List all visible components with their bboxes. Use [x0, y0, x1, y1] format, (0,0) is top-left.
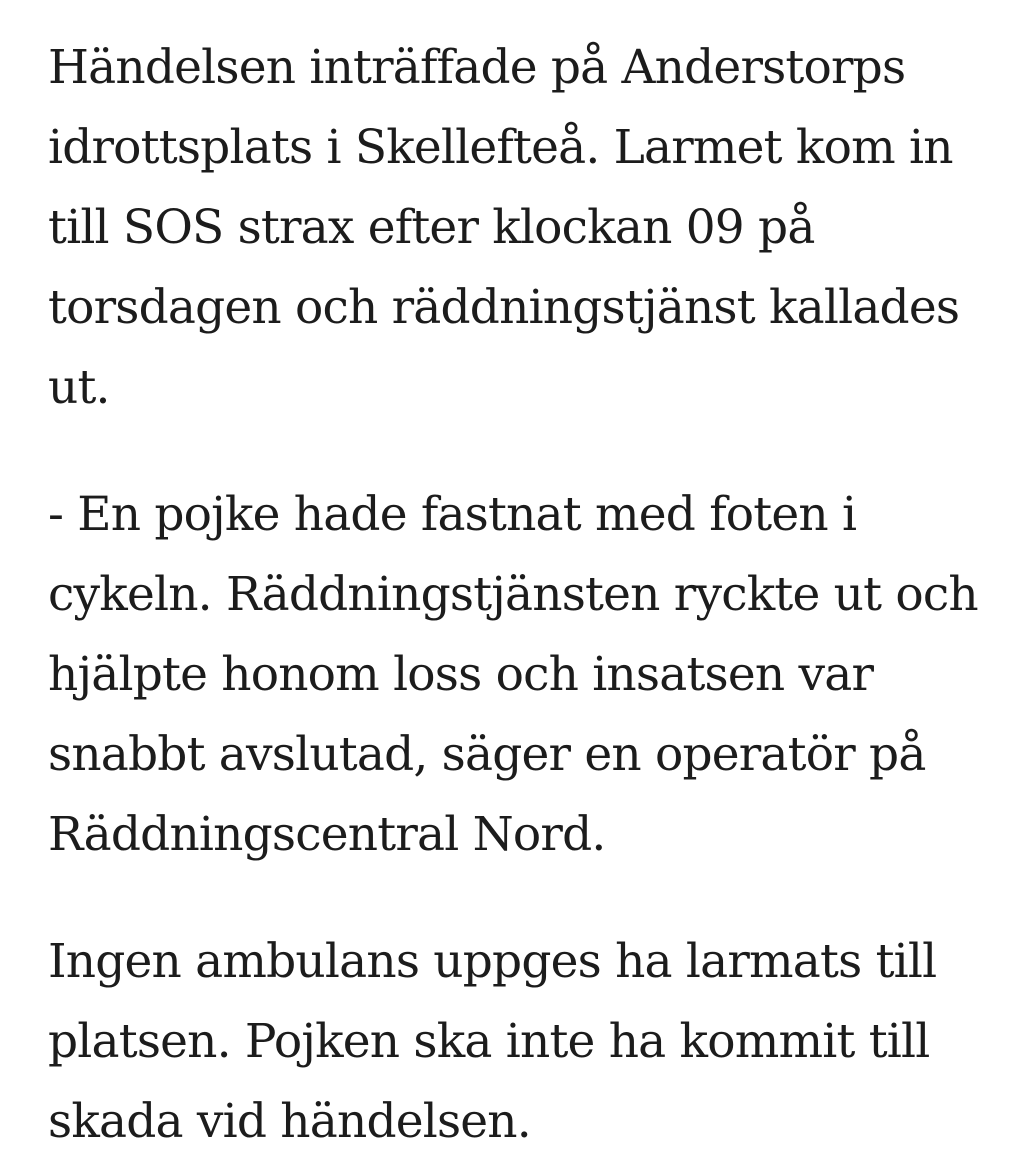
- paragraph-line: platsen. Pojken ska inte ha kommit till: [48, 1014, 930, 1069]
- paragraph-line: skada vid händelsen.: [48, 1094, 531, 1149]
- paragraph-line: hjälpte honom loss och insatsen var: [48, 647, 874, 702]
- paragraph-line: Händelsen inträffade på Anderstorps: [48, 40, 906, 95]
- paragraph-line: Räddningscentral Nord.: [48, 807, 606, 862]
- paragraph-line: Ingen ambulans uppges ha larmats till: [48, 934, 937, 989]
- paragraph-line: idrottsplats i Skellefteå. Larmet kom in: [48, 120, 953, 175]
- paragraph-line: ut.: [48, 360, 110, 415]
- paragraph-2: [48, 475, 1018, 875]
- paragraph-line: till SOS strax efter klockan 09 på: [48, 200, 815, 255]
- paragraph-line: - En pojke hade fastnat med foten i: [48, 487, 857, 542]
- paragraph-line: snabbt avslutad, säger en operatör på: [48, 727, 926, 782]
- paragraph-1: [48, 28, 1018, 428]
- paragraph-3: [48, 922, 1018, 1157]
- paragraph-line: torsdagen och räddningstjänst kallades: [48, 280, 960, 335]
- article-body: [48, 28, 1018, 1157]
- paragraph-line: cykeln. Räddningstjänsten ryckte ut och: [48, 567, 978, 622]
